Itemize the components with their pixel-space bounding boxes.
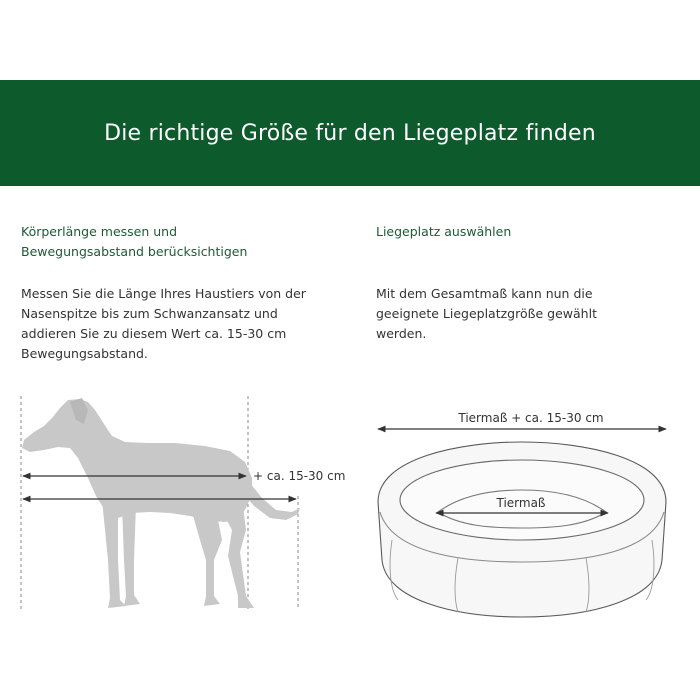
outer-size-label: Tiermaß + ca. 15-30 cm: [458, 411, 604, 425]
page-title: Die richtige Größe für den Liegeplatz finden: [104, 120, 596, 146]
left-text-line: Nasenspitze bis zum Schwanzansatz und: [21, 306, 278, 321]
left-text-line: Messen Sie die Länge Ihres Haustiers von der: [21, 286, 306, 301]
bed-diagram: [378, 411, 666, 617]
left-text-line: Bewegungsabstand.: [21, 346, 148, 361]
right-text-line: werden.: [376, 326, 427, 341]
right-text-line: Mit dem Gesamtmaß kann nun die: [376, 286, 593, 301]
dog-diagram: [21, 396, 345, 610]
left-heading-line: Körperlänge messen und: [21, 224, 178, 239]
left-text-line: addieren Sie zu diesem Wert ca. 15-30 cm: [21, 326, 287, 341]
right-text-line: geeignete Liegeplatzgröße gewählt: [376, 306, 597, 321]
left-heading-line: Bewegungsabstand berücksichtigen: [21, 244, 248, 259]
dog-silhouette-icon: [22, 398, 300, 608]
inner-size-label: Tiermaß: [496, 496, 546, 510]
extra-distance-label: + ca. 15-30 cm: [253, 469, 346, 483]
round-pet-bed-icon: [378, 442, 666, 617]
right-heading-line: Liegeplatz auswählen: [376, 224, 512, 239]
